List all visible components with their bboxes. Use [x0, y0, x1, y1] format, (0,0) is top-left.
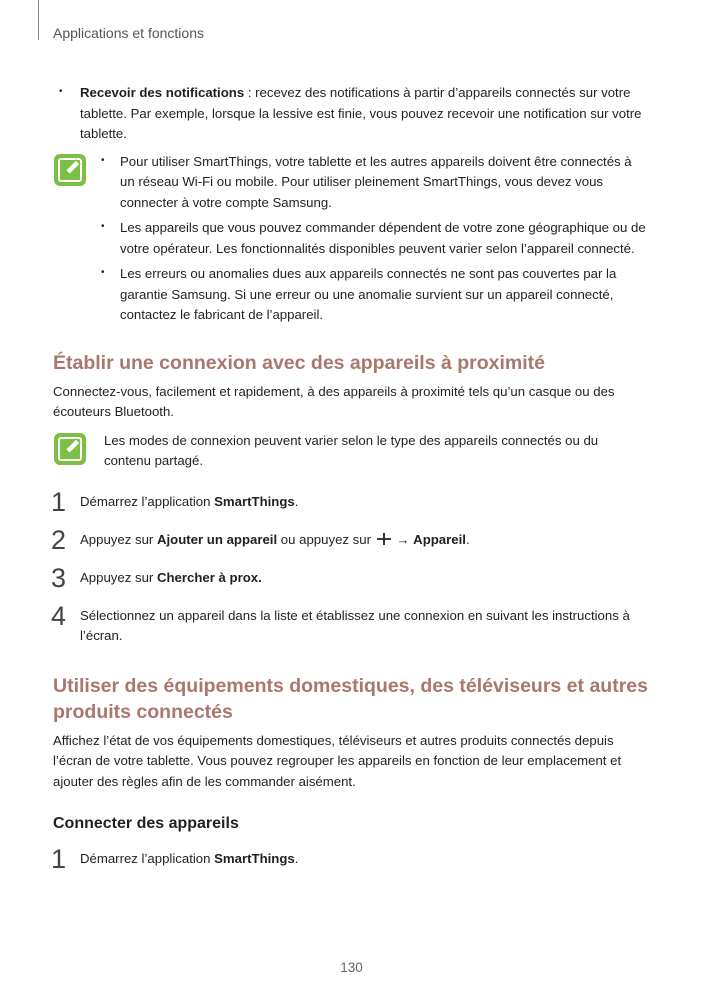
bullet-label: Recevoir des notifications	[80, 85, 245, 100]
step-text: Appuyez sur	[80, 569, 157, 585]
note-item: • Les erreurs ou anomalies dues aux appareils connectés ne sont pas couvertes par la garantie Samsung. Si une erreur ou une anomalie survient sur un appareil connecté, contactez le fabricant de l’appareil.	[101, 264, 648, 326]
page-number: 130	[340, 960, 363, 975]
subheading-connect-devices: Connecter des appareils	[53, 815, 239, 832]
note-pencil-icon	[53, 153, 87, 187]
step-text: .	[465, 531, 470, 547]
note-pencil-icon	[53, 432, 87, 466]
step-3	[51, 562, 648, 593]
plus-icon	[375, 532, 393, 546]
step-text: Démarrez l’application	[80, 850, 215, 866]
notification-bullet	[53, 83, 648, 145]
section-intro: Affichez l’état de vos équipements domestiques, téléviseurs et autres produits connectés depuis l’écran de votre tablette. Vous pouvez regrouper les appareils en fonction de leur emplacement et ajouter des règles afin de les commander aisément.	[53, 732, 622, 789]
step-bold: SmartThings	[214, 850, 295, 866]
step-number: 2	[51, 524, 67, 555]
note-list	[101, 152, 648, 326]
step-number: 1	[51, 843, 67, 874]
step-text: Appuyez sur	[80, 531, 157, 547]
note-item: • Pour utiliser SmartThings, votre tablette et les autres appareils doivent être connectés à un réseau Wi-Fi ou mobile. Pour utiliser pleinement SmartThings, vous devez vous connecter à votre compte Samsung.	[101, 152, 648, 214]
step-1	[51, 486, 648, 517]
page-content	[53, 83, 648, 873]
section-title-connected-products: Utiliser des équipements domestiques, des téléviseurs et autres produits connectés	[53, 674, 648, 723]
step-number: 3	[51, 562, 67, 593]
step-text: ou appuyez sur	[277, 531, 375, 547]
step-number: 4	[51, 600, 67, 631]
note-block	[53, 431, 648, 472]
step-bold: Ajouter un appareil	[156, 531, 278, 547]
step-bold: SmartThings	[214, 493, 295, 509]
header-title: Applications et fonctions	[53, 25, 204, 41]
step-text: .	[294, 850, 299, 866]
step-4	[51, 600, 648, 647]
section-title-proximity: Établir une connexion avec des appareils à proximité	[53, 351, 546, 374]
step-text: .	[294, 493, 299, 509]
note-item: • Les appareils que vous pouvez commander dépendent de votre zone géographique ou de votre opérateur. Les fonctionnalités disponibles peuvent varier selon l’appareil connecté.	[101, 218, 648, 259]
note-block	[53, 152, 648, 326]
bullet-text: : recevez des notifications à partir d’appareils connectés sur votre tablette. Par exemple, lorsque la lessive est finie, vous pouvez recevoir une notification sur votre tablette.	[80, 85, 642, 141]
step-1	[51, 843, 648, 874]
step-bold: Chercher à prox.	[156, 569, 262, 585]
step-text: Démarrez l’application	[80, 493, 215, 509]
note-text: Les modes de connexion peuvent varier selon le type des appareils connectés ou du contenu partagé.	[104, 432, 599, 468]
section-intro: Connectez-vous, facilement et rapidement, à des appareils à proximité tels qu’un casque ou des écouteurs Bluetooth.	[53, 383, 615, 419]
page-rule	[38, 0, 39, 40]
step-2	[51, 524, 648, 555]
step-number: 1	[51, 486, 67, 517]
step-text: Sélectionnez un appareil dans la liste et établissez une connexion en suivant les instructions à l’écran.	[80, 607, 630, 643]
arrow-text: →	[392, 531, 414, 547]
step-bold: Appareil	[413, 531, 466, 547]
